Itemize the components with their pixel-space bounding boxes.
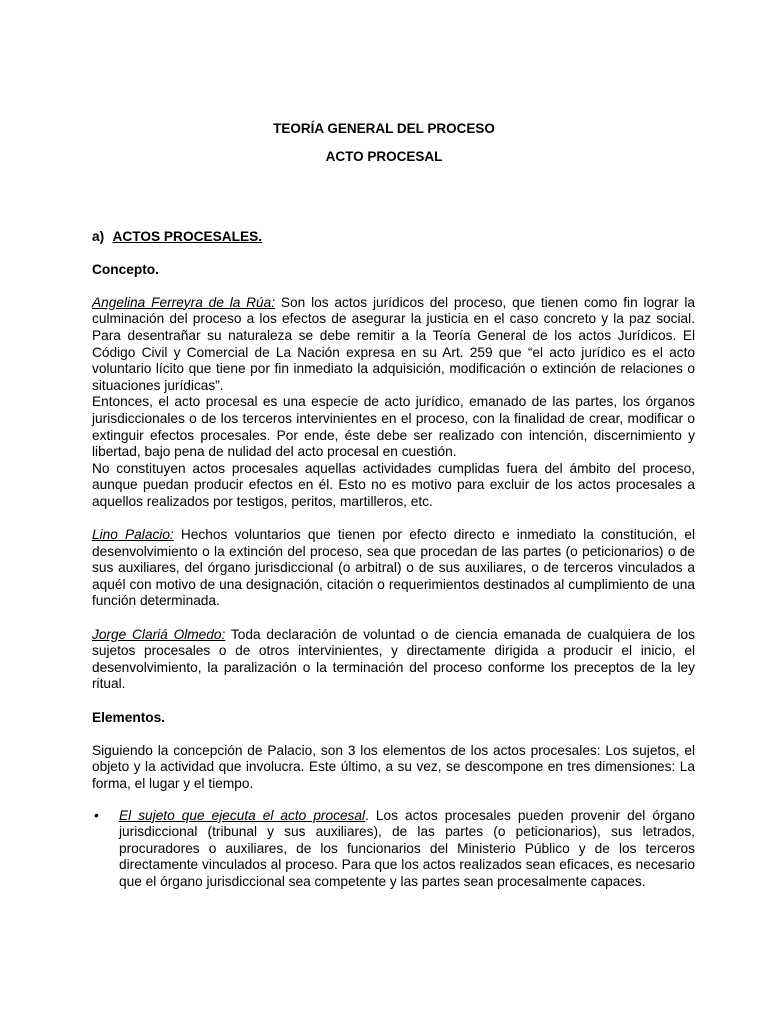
section-heading [92, 229, 695, 246]
palacio-paragraph [92, 527, 695, 610]
ferreyra-text: Son los actos jurídicos del proceso, que tienen como fin lograr la culminación del proceso a los efectos de asegurar la justicia en el caso concreto y la paz social. Para desentrañar su naturaleza se debe remitir a la Teoría General de los actos Jurídicos. El Código Civil y Comercial de La Nación expresa en su Art. 259 que “el acto jurídico es el acto voluntario lícito que tiene por fin inmediato la adquisición, modificación o extinción de relaciones o situaciones jurídicas”. [92, 294, 695, 393]
ferreyra-paragraph [92, 295, 695, 395]
bullet-marker: • [94, 807, 99, 823]
ferreyra-author: Angelina Ferreyra de la Rúa: [92, 294, 276, 310]
section-label: a) [92, 229, 105, 244]
claria-text: Toda declaración de voluntad o de ciencia emanada de cualquiera de los sujetos procesales o de otros intervinientes, y directamente dirigida a producir el inicio, el desenvolvimiento, la paralización o la terminación del proceso conforme los preceptos de la ley ritual. [92, 626, 695, 692]
document-subtitle: ACTO PROCESAL [325, 149, 443, 164]
bullet-text: . Los actos procesales pueden provenir del órgano jurisdiccional (tribunal y sus auxiliares), de las partes (o peticionarios), sus letrados, procuradores o auxiliares, de los funcionarios del Ministerio Público y de los terceros directamente vinculados al proceso. Para que los actos realizados sean eficaces, es necesario que el órgano jurisdiccional sea competente y las partes sean procesalmente capaces. [119, 807, 695, 889]
no-constituyen-paragraph: No constituyen actos procesales aquellas actividades cumplidas fuera del ámbito del proceso, aunque puedan producir efectos en él. Esto no es motivo para excluir de los actos procesales a aquellos realizados por testigos, peritos, martilleros, etc. [92, 460, 695, 509]
claria-paragraph [92, 627, 695, 693]
document-title: TEORÍA GENERAL DEL PROCESO [273, 121, 495, 136]
palacio-text: Hechos voluntarios que tienen por efecto directo e inmediato la constitución, el desenvolvimiento o la extinción del proceso, sea que procedan de las partes (o peticionarios) o de sus auxiliares, del órgano jurisdiccional (o arbitral) o de sus auxiliares, o de terceros vinculados a aquél con motivo de una designación, citación o requerimientos destinados al cumplimiento de una función determinada. [92, 527, 695, 609]
concepto-heading: Concepto. [92, 261, 159, 277]
claria-author: Jorge Clariá Olmedo: [92, 626, 226, 642]
elementos-list [92, 808, 695, 891]
list-item [92, 808, 695, 891]
palacio-author: Lino Palacio: [92, 527, 174, 543]
elementos-heading: Elementos. [92, 709, 166, 725]
entonces-paragraph: Entonces, el acto procesal es una especie de acto jurídico, emanado de las partes, los órganos jurisdiccionales o de los terceros intervinientes en el proceso, con la finalidad de crear, modificar o extinguir efectos procesales. Por ende, éste debe ser realizado con intención, discernimiento y libertad, bajo pena de nulidad del acto procesal en cuestión. [92, 394, 695, 460]
elementos-paragraph: Siguiendo la concepción de Palacio, son 3 los elementos de los actos procesales: Los sujetos, el objeto y la actividad que involucra. Este último, a su vez, se descompone en tres dimensiones: La forma, el lugar y el tiempo. [92, 742, 695, 791]
bullet-lead: El sujeto que ejecuta el acto procesal [119, 807, 366, 823]
section-title: ACTOS PROCESALES. [112, 229, 263, 244]
document-body [92, 229, 695, 891]
